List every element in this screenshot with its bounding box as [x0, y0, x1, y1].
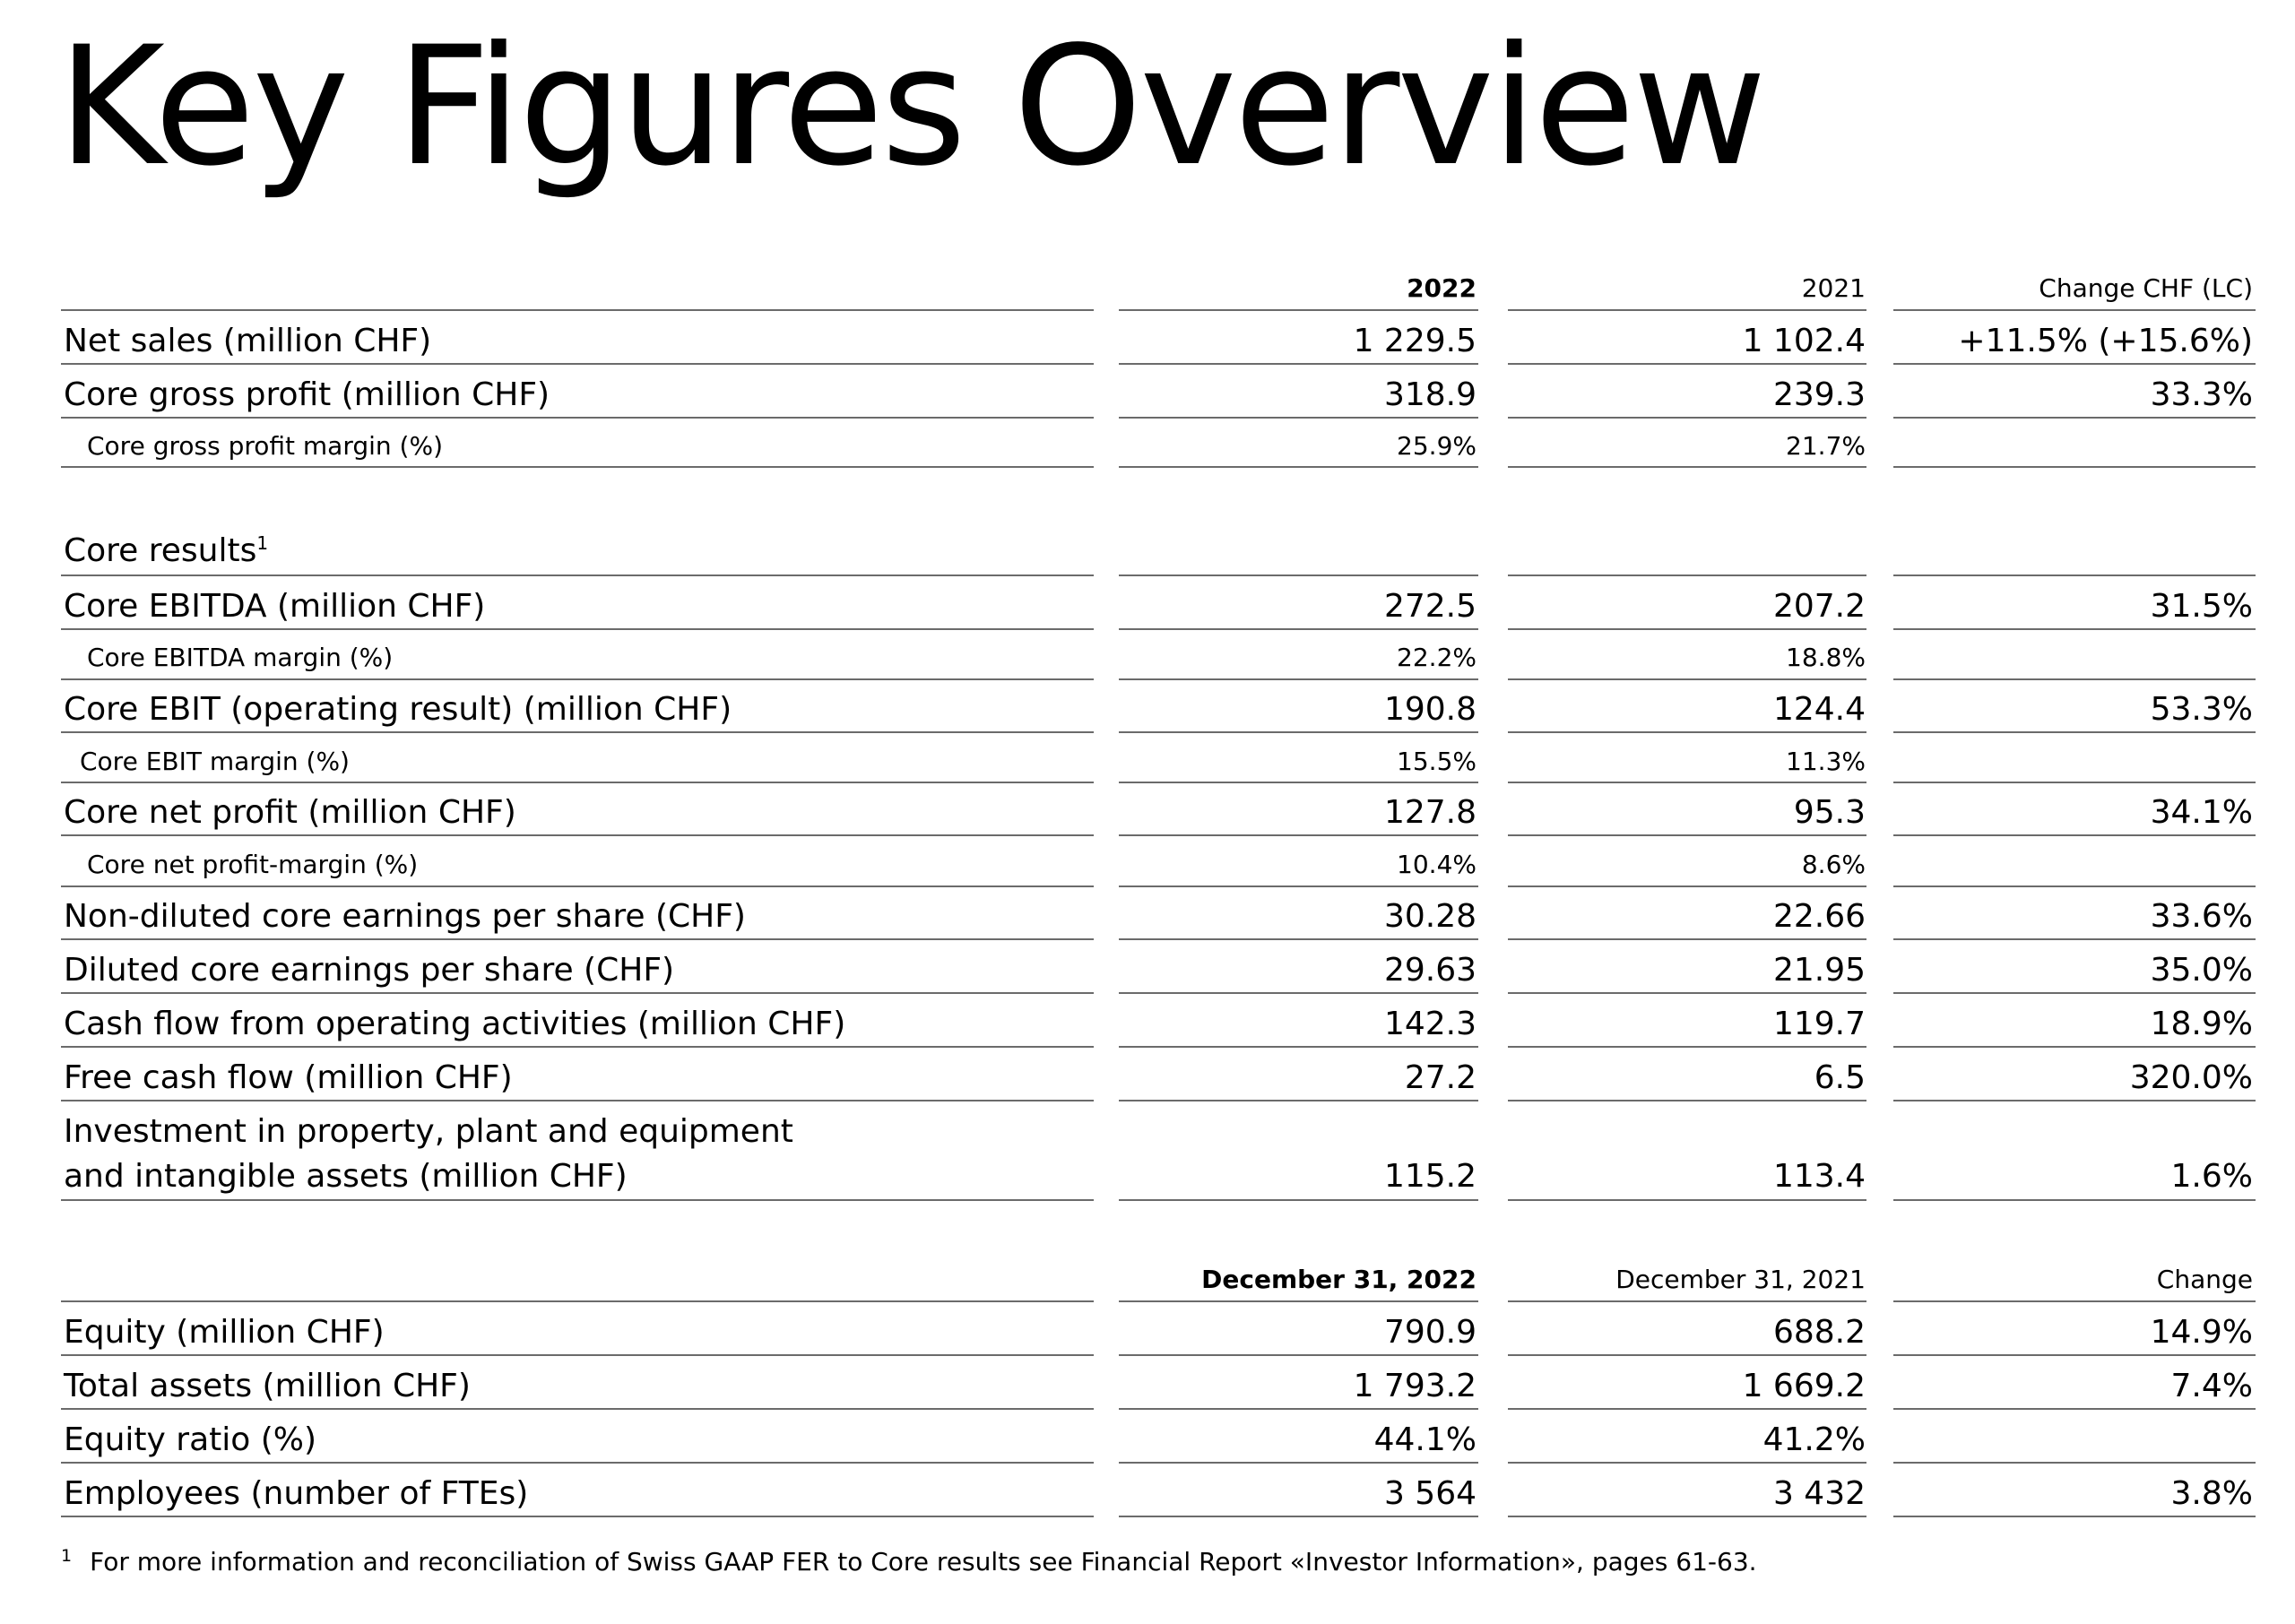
section-label-text: Core results — [64, 532, 257, 569]
divider — [1893, 1516, 2256, 1517]
divider — [61, 885, 1094, 887]
value-2022-core-ebit-margin: 15.5% — [1397, 747, 1477, 776]
row-label-net-sales: Net sales (million CHF) — [64, 323, 432, 359]
divider — [1119, 1462, 1478, 1464]
value-change-non-diluted-eps: 33.6% — [2150, 898, 2253, 935]
row-label-core-ebitda: Core EBITDA (million CHF) — [64, 588, 486, 625]
divider — [1508, 1408, 1866, 1410]
row-label-free-cash-flow: Free cash flow (million CHF) — [64, 1059, 513, 1096]
col-header-change-2: Change — [2156, 1265, 2253, 1294]
value-change-investment: 1.6% — [2170, 1158, 2253, 1195]
value-2022-core-ebit: 190.8 — [1383, 691, 1477, 728]
value-2021-equity-ratio: 41.2% — [1762, 1421, 1866, 1458]
divider — [1119, 1199, 1478, 1201]
value-2022-equity-ratio: 44.1% — [1373, 1421, 1477, 1458]
divider — [1508, 466, 1866, 468]
value-2022-core-ebitda-margin: 22.2% — [1397, 643, 1477, 672]
divider — [61, 782, 1094, 783]
value-change-core-ebitda: 31.5% — [2150, 588, 2253, 625]
value-change-operating-cash-flow: 18.9% — [2150, 1006, 2253, 1042]
row-label-investment-line2: and intangible assets (million CHF) — [64, 1158, 628, 1195]
divider — [1508, 992, 1866, 994]
divider — [1508, 1100, 1866, 1101]
divider — [1893, 1300, 2256, 1302]
divider — [61, 363, 1094, 365]
value-2021-core-gross-profit-margin: 21.7% — [1786, 431, 1866, 461]
divider — [1893, 938, 2256, 940]
divider — [61, 731, 1094, 733]
value-2022-free-cash-flow: 27.2 — [1404, 1059, 1477, 1096]
divider — [1119, 363, 1478, 365]
divider — [1893, 1354, 2256, 1356]
divider — [61, 1046, 1094, 1048]
divider — [1508, 417, 1866, 419]
value-2021-operating-cash-flow: 119.7 — [1772, 1006, 1866, 1042]
value-2022-core-net-profit-margin: 10.4% — [1397, 850, 1477, 879]
value-2021-equity: 688.2 — [1772, 1314, 1866, 1351]
value-change-equity: 14.9% — [2150, 1314, 2253, 1351]
value-change-net-sales: +11.5% (+15.6%) — [1958, 323, 2253, 359]
value-2021-non-diluted-eps: 22.66 — [1772, 898, 1866, 935]
row-label-core-gross-profit: Core gross profit (million CHF) — [64, 376, 550, 413]
col-header-2021: 2021 — [1801, 273, 1866, 303]
divider — [1119, 992, 1478, 994]
divider — [1508, 678, 1866, 680]
row-label-non-diluted-eps: Non-diluted core earnings per share (CHF) — [64, 898, 746, 935]
value-2022-diluted-eps: 29.63 — [1383, 952, 1477, 989]
divider — [1893, 1100, 2256, 1101]
col-header-2022: 2022 — [1407, 273, 1477, 303]
page-title: Key Figures Overview — [57, 12, 1764, 203]
row-label-core-net-profit: Core net profit (million CHF) — [64, 794, 516, 831]
divider — [61, 466, 1094, 468]
col-header-change: Change CHF (LC) — [2039, 273, 2253, 303]
divider — [1893, 885, 2256, 887]
value-2021-core-ebitda: 207.2 — [1772, 588, 1866, 625]
value-2022-core-gross-profit-margin: 25.9% — [1397, 431, 1477, 461]
divider — [1508, 628, 1866, 630]
divider — [1119, 1516, 1478, 1517]
value-2022-net-sales: 1 229.5 — [1353, 323, 1477, 359]
value-change-core-ebit: 53.3% — [2150, 691, 2253, 728]
divider — [1893, 1046, 2256, 1048]
divider — [1893, 309, 2256, 311]
divider — [61, 309, 1094, 311]
divider — [1119, 1300, 1478, 1302]
value-change-diluted-eps: 35.0% — [2150, 952, 2253, 989]
value-2021-core-ebitda-margin: 18.8% — [1786, 643, 1866, 672]
divider — [61, 417, 1094, 419]
row-label-core-ebit: Core EBIT (operating result) (million CHF) — [64, 691, 732, 728]
divider — [1119, 1354, 1478, 1356]
divider — [1893, 363, 2256, 365]
divider — [1119, 782, 1478, 783]
divider — [1508, 1462, 1866, 1464]
footnote-marker: 1 — [256, 532, 269, 554]
divider — [1508, 782, 1866, 783]
col-header-dec-2021: December 31, 2021 — [1615, 1265, 1866, 1294]
divider — [1508, 1199, 1866, 1201]
divider — [1119, 1408, 1478, 1410]
divider — [61, 1462, 1094, 1464]
footnote-text: For more information and reconciliation of Swiss GAAP FER to Core results see Financial Report «Investor Information», pages 61-63. — [90, 1547, 1757, 1576]
value-2021-core-gross-profit: 239.3 — [1772, 376, 1866, 413]
divider — [1119, 309, 1478, 311]
value-change-free-cash-flow: 320.0% — [2129, 1059, 2253, 1096]
row-label-core-ebit-margin: Core EBIT margin (%) — [80, 747, 350, 776]
row-label-core-ebitda-margin: Core EBITDA margin (%) — [87, 643, 394, 672]
divider — [61, 1100, 1094, 1101]
divider — [1893, 834, 2256, 836]
divider — [1893, 1199, 2256, 1201]
value-2022-total-assets: 1 793.2 — [1353, 1368, 1477, 1404]
value-2021-investment: 113.4 — [1772, 1158, 1866, 1195]
divider — [61, 1516, 1094, 1517]
divider — [61, 992, 1094, 994]
divider — [61, 1199, 1094, 1201]
divider — [1119, 678, 1478, 680]
row-label-employees: Employees (number of FTEs) — [64, 1475, 529, 1512]
footnote — [61, 1545, 1757, 1576]
divider — [1893, 782, 2256, 783]
divider — [1508, 1516, 1866, 1517]
row-label-operating-cash-flow: Cash flow from operating activities (million CHF) — [64, 1006, 846, 1042]
divider — [61, 1354, 1094, 1356]
value-2022-employees: 3 564 — [1383, 1475, 1477, 1512]
divider — [1119, 628, 1478, 630]
divider — [1893, 992, 2256, 994]
divider — [1508, 731, 1866, 733]
section-label-core-results — [64, 532, 269, 569]
value-change-total-assets: 7.4% — [2170, 1368, 2253, 1404]
divider — [1508, 363, 1866, 365]
divider — [1893, 466, 2256, 468]
row-label-investment-line1: Investment in property, plant and equipment — [64, 1113, 793, 1150]
divider — [1508, 834, 1866, 836]
row-label-equity: Equity (million CHF) — [64, 1314, 385, 1351]
divider — [1119, 731, 1478, 733]
divider — [1119, 885, 1478, 887]
divider — [61, 678, 1094, 680]
divider — [1119, 574, 1478, 576]
divider — [1508, 1046, 1866, 1048]
divider — [1119, 466, 1478, 468]
divider — [61, 1408, 1094, 1410]
divider — [61, 1300, 1094, 1302]
divider — [1508, 1300, 1866, 1302]
value-2021-free-cash-flow: 6.5 — [1814, 1059, 1866, 1096]
value-2021-employees: 3 432 — [1772, 1475, 1866, 1512]
value-2021-core-net-profit-margin: 8.6% — [1801, 850, 1866, 879]
value-change-core-net-profit: 34.1% — [2150, 794, 2253, 831]
footnote-marker: 1 — [61, 1545, 73, 1566]
divider — [61, 574, 1094, 576]
divider — [1508, 1354, 1866, 1356]
value-change-core-gross-profit: 33.3% — [2150, 376, 2253, 413]
value-2021-core-ebit: 124.4 — [1772, 691, 1866, 728]
row-label-total-assets: Total assets (million CHF) — [64, 1368, 471, 1404]
divider — [1508, 309, 1866, 311]
value-2022-core-ebitda: 272.5 — [1383, 588, 1477, 625]
divider — [61, 628, 1094, 630]
divider — [1893, 1408, 2256, 1410]
divider — [1119, 834, 1478, 836]
value-2022-core-net-profit: 127.8 — [1383, 794, 1477, 831]
divider — [1119, 417, 1478, 419]
value-2022-investment: 115.2 — [1383, 1158, 1477, 1195]
value-2022-operating-cash-flow: 142.3 — [1383, 1006, 1477, 1042]
divider — [1119, 1046, 1478, 1048]
value-2022-core-gross-profit: 318.9 — [1383, 376, 1477, 413]
divider — [61, 834, 1094, 836]
divider — [1119, 938, 1478, 940]
divider — [1893, 628, 2256, 630]
row-label-diluted-eps: Diluted core earnings per share (CHF) — [64, 952, 675, 989]
divider — [1893, 678, 2256, 680]
value-2022-equity: 790.9 — [1383, 1314, 1477, 1351]
value-2021-core-net-profit: 95.3 — [1793, 794, 1866, 831]
divider — [1893, 574, 2256, 576]
value-2021-core-ebit-margin: 11.3% — [1786, 747, 1866, 776]
value-2021-net-sales: 1 102.4 — [1742, 323, 1866, 359]
divider — [1893, 1462, 2256, 1464]
col-header-dec-2022: December 31, 2022 — [1201, 1265, 1477, 1294]
divider — [1508, 938, 1866, 940]
divider — [61, 938, 1094, 940]
divider — [1893, 731, 2256, 733]
value-2021-total-assets: 1 669.2 — [1742, 1368, 1866, 1404]
row-label-core-gross-profit-margin: Core gross profit margin (%) — [87, 431, 444, 461]
divider — [1508, 885, 1866, 887]
row-label-equity-ratio: Equity ratio (%) — [64, 1421, 317, 1458]
value-change-employees: 3.8% — [2170, 1475, 2253, 1512]
divider — [1119, 1100, 1478, 1101]
value-2022-non-diluted-eps: 30.28 — [1383, 898, 1477, 935]
value-2021-diluted-eps: 21.95 — [1772, 952, 1866, 989]
row-label-core-net-profit-margin: Core net profit-margin (%) — [87, 850, 419, 879]
divider — [1893, 417, 2256, 419]
divider — [1508, 574, 1866, 576]
